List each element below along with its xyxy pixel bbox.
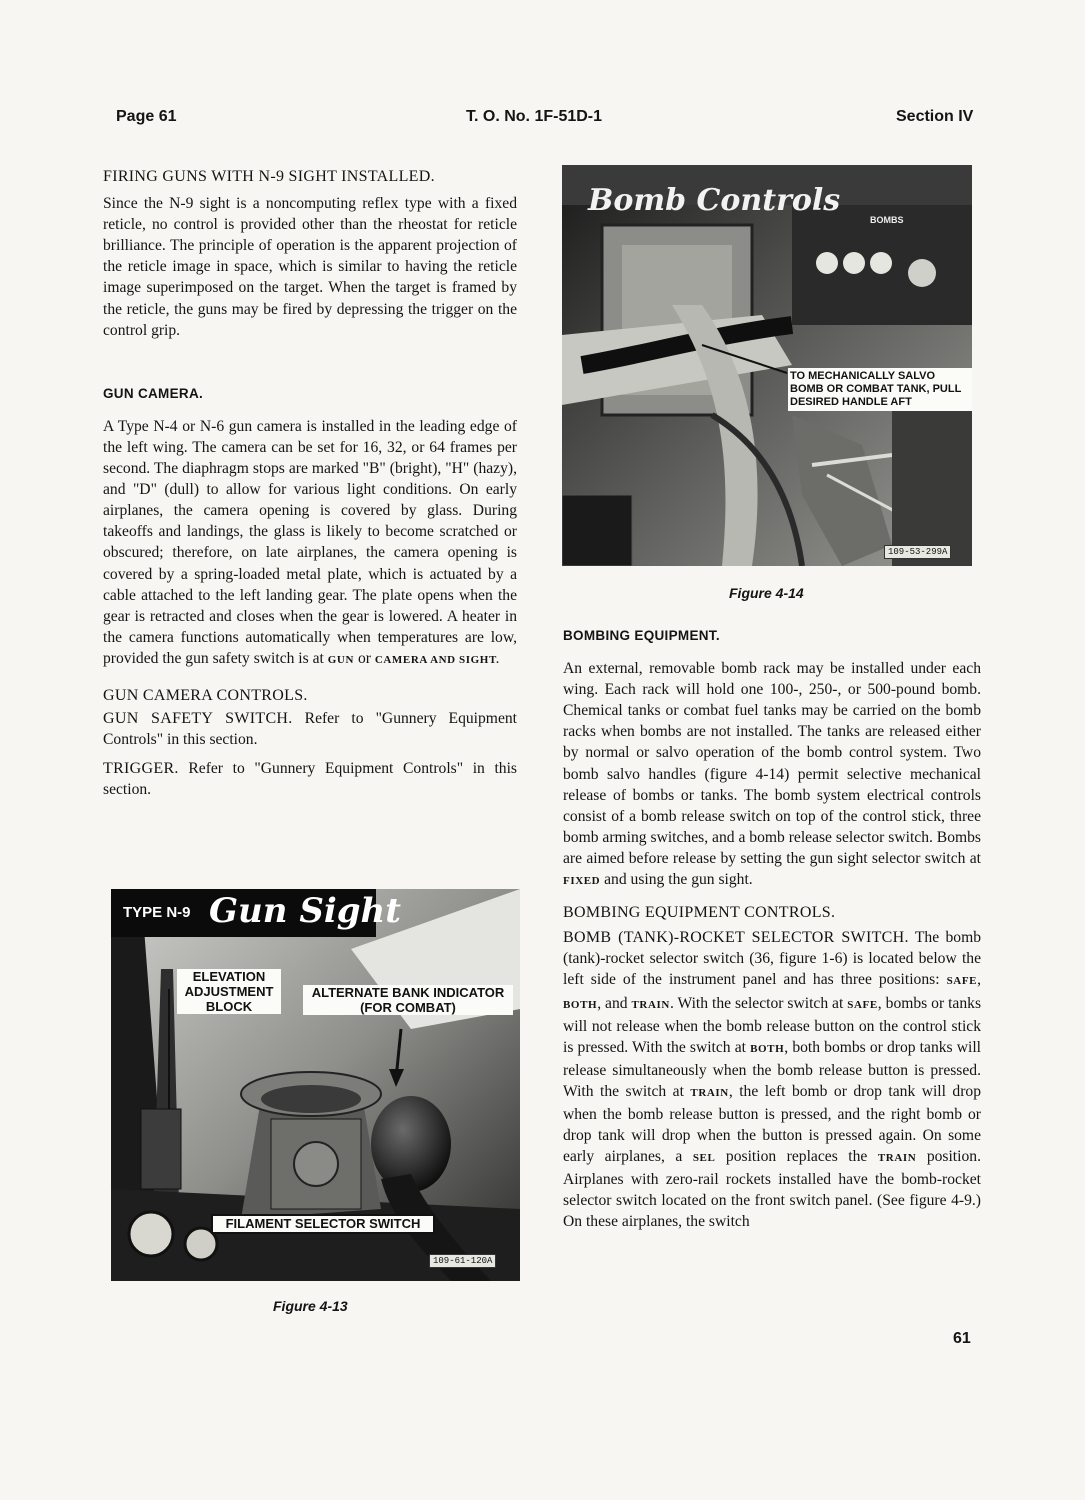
tech-order-number: T. O. No. 1F-51D-1 <box>466 108 603 125</box>
salvo-callout: TO MECHANICALLY SALVO BOMB OR COMBAT TANK, PULL DESIRED HANDLE AFT <box>788 368 972 411</box>
keyword-both: BOTH <box>563 998 598 1011</box>
keyword-gun: GUN <box>327 653 355 666</box>
page-label: Page 61 <box>116 108 177 125</box>
n9-paragraph: Since the N-9 sight is a noncomputing reflex type with a fixed reticle, no control is provided other than the rheostat for reticle brilliance. The principle of operation is the apparent projection of the reticle image in space, which is similar to having the reticle image superimposed on the target. When the target is framed by the reticle, the guns may be fired by depressing the trigger on the control grip. <box>103 195 517 339</box>
bombing-equipment-heading: BOMBING EQUIPMENT. <box>563 628 720 643</box>
n9-heading: FIRING GUNS WITH N-9 SIGHT INSTALLED. <box>103 168 435 185</box>
sel-text-4: both bombs or drop tanks will release simultaneously when the bomb release button is pressed. With the switch at <box>563 1038 981 1100</box>
keyword-safe: SAFE <box>847 998 878 1011</box>
right-column <box>563 625 981 1233</box>
gun-camera-heading: GUN CAMERA. <box>103 385 204 401</box>
gun-safety-text: Refer to "Gunnery Equipment Controls" in this section. <box>103 710 517 749</box>
gun-sight-title: Gun Sight <box>209 891 401 931</box>
left-column <box>103 166 517 800</box>
page-number: 61 <box>953 1330 971 1347</box>
keyword-camera-and-sight: CAMERA AND SIGHT. <box>374 653 500 666</box>
trigger-text: Refer to "Gunnery Equipment Controls" in this section. <box>103 760 518 799</box>
keyword-safe: SAFE <box>946 975 978 988</box>
figure-4-13-photo <box>111 889 520 1281</box>
gun-camera-body: A Type N-4 or N-6 gun camera is installed in the leading edge of the left wing. The camera can be set for 16, 32, or 64 frames per second. The diaphragm stops are marked "B" (bright), "H" (hazy), and "D" (dull) to allow for various light conditions. On early airplanes, the camera opening is covered by glass. During takeoffs and landings, the glass is likely to become scratched or obscured; therefore, on late airplanes, the camera opening is covered by a spring-loaded metal plate, which is actuated by a cable attached to the left landing gear. The plate opens when the gear is retracted and closes when the gear is lowered. A heater in the camera functions automatically when temperatures are low, provided the gun safety switch is at <box>103 417 517 667</box>
type-n9-label: TYPE N-9 <box>123 904 191 921</box>
bomb-controls-illustration <box>562 165 972 566</box>
sel-text-5: the left bomb or drop tank will drop when the bomb release button is pressed, and the right bomb or drop tank will drop when the button is pressed again. On some early airplanes, a <box>563 1082 981 1166</box>
bombing-equipment-paragraph <box>563 658 981 892</box>
figure-4-14-caption: Figure 4-14 <box>729 585 804 601</box>
gun-camera-controls-heading: GUN CAMERA CONTROLS. <box>103 686 308 704</box>
keyword-train: TRAIN <box>690 1086 729 1099</box>
filament-switch-label: FILAMENT SELECTOR SWITCH <box>211 1214 435 1234</box>
section-label: Section IV <box>896 108 974 125</box>
selector-switch-paragraph: BOMB (TANK)-ROCKET SELECTOR SWITCH. The bomb (tank)-rocket selector switch (36, figure 1-6) is located below the left side of the instrument panel and has three positions: SAFE, BOTH, and TRAIN. With the selector switch at SAFE, bombs or tanks will not release when the bomb release button on the control stick is pressed. With the switch at BOTH, both bombs or drop tanks will release simultaneously when the bomb release button is pressed. With the switch at TRAIN, the left bomb or drop tank will drop when the bomb release button is pressed, and the right bomb or drop tank will drop when the button is pressed again. On some early airplanes, a SEL position replaces the TRAIN position. Airplanes with zero-rail rockets installed have the bomb-rocket selector switch located on the front switch panel. (See figure 4-9.) On these airplanes, the switch <box>563 929 982 1231</box>
selector-switch-lead: BOMB (TANK)-ROCKET SELECTOR SWITCH. <box>563 929 909 947</box>
alternate-bank-label: ALTERNATE BANK INDICATOR (FOR COMBAT) <box>303 985 513 1015</box>
bomb-controls-title: Bomb Controls <box>588 183 841 218</box>
bombing-body-1: An external, removable bomb rack may be installed under each wing. Each rack will hold one 100-, 250-, or 500-pound bomb. Chemical tanks or combat fuel tanks may be carried on the bomb racks when bombs are not installed. The tanks are released either by normal or salvo operation of the bomb control system. Two bomb salvo handles (figure 4-14) permit selective mechanical release of bombs or tanks. The bomb system electrical controls consist of a bomb release switch on top of the control stick, three bomb arming switches, and a bomb release selector switch. Bombs are aimed before release by setting the gun sight selector switch at <box>563 660 981 867</box>
keyword-fixed: FIXED <box>563 875 601 888</box>
keyword-train: TRAIN <box>877 1152 917 1165</box>
trigger-paragraph <box>103 758 517 800</box>
sel-text-3: bombs or tanks will not release when the bomb release button on the control stick is pressed. With the switch at <box>563 994 982 1056</box>
sel-text-2: With the selector switch at <box>677 994 844 1012</box>
gun-safety-paragraph <box>103 708 517 750</box>
keyword-train: TRAIN <box>631 998 670 1011</box>
gun-safety-lead: GUN SAFETY SWITCH. <box>103 710 293 728</box>
figure-4-13-caption: Figure 4-13 <box>273 1298 348 1314</box>
bombing-body-2: and using the gun sight. <box>604 871 753 889</box>
sel-text-7: position. Airplanes with zero-rail rockets installed have the bomb-rocket selector switch located on the front switch panel. (See figure 4-9.) On these airplanes, the switch <box>563 1148 981 1231</box>
keyword-sel: SEL <box>692 1152 716 1165</box>
figure-4-14-photo <box>562 165 972 566</box>
word-or: or <box>357 649 371 667</box>
figure-14-photo-number: 109-53-299A <box>884 545 951 559</box>
sel-text-1: The bomb (tank)-rocket selector switch (36, figure 1-6) is located below the left side of the instrument panel and has three positions: <box>563 929 981 989</box>
bombs-panel-label: BOMBS <box>870 215 904 225</box>
figure-13-photo-number: 109-61-120A <box>429 1254 496 1268</box>
keyword-both: BOTH <box>750 1042 785 1055</box>
gun-camera-paragraph <box>103 416 517 671</box>
elevation-label: ELEVATION ADJUSTMENT BLOCK <box>177 969 281 1014</box>
sel-text-6: position replaces the <box>725 1148 868 1166</box>
bombing-controls-heading: BOMBING EQUIPMENT CONTROLS. <box>563 904 836 922</box>
trigger-lead: TRIGGER. <box>103 760 179 778</box>
